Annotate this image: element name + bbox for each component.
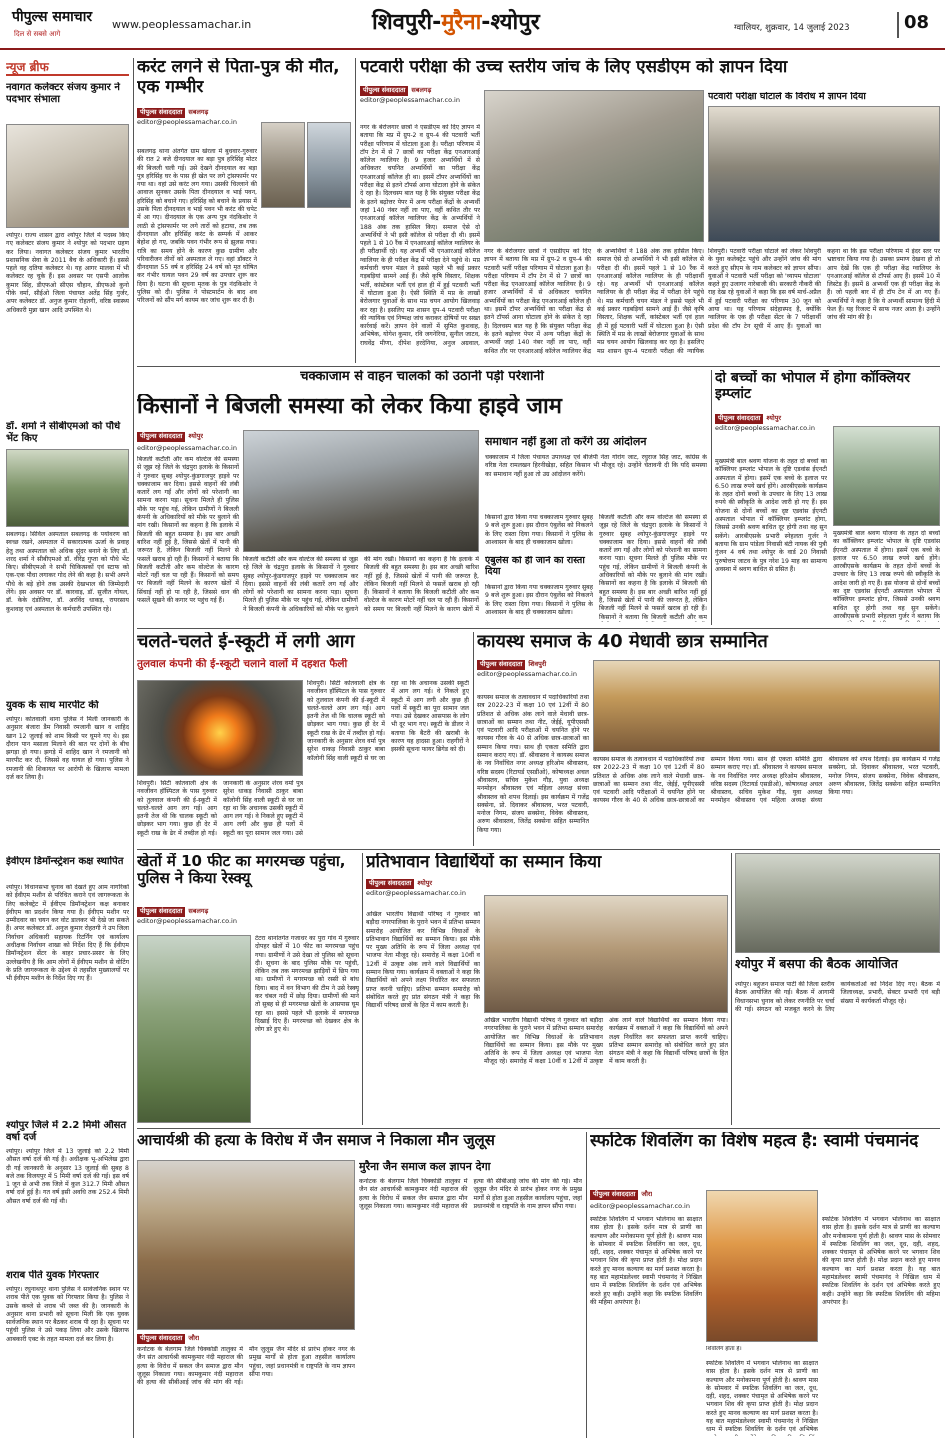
byline-email: editor@peoplessamachar.co.in (477, 669, 577, 678)
article-crocodile-rescue (137, 853, 359, 1125)
column-divider (362, 853, 363, 1125)
news-brief-column (6, 58, 129, 1438)
headline: कायस्थ समाज के 40 मेधावी छात्र सम्मानित (477, 632, 768, 652)
brief-text-2: सबलगढ़। सिविल अस्पताल सबलगढ़ के पर्यावरण को स्वच्छ रखने, अस्पताल में सकारात्मक ऊर्जा के प्रवाह हेतु तथा अस्पताल को अधिक सुंदर बनाने के लिए डॉ. शरद शर्मा ने सीबीएमओ डॉ. वीरेंद्र गुप्ता को पौधे भेंट किए। सीबीएमओ ने सभी चिकित्सकों एवं स्टाफ को एक-एक पौधा लगाकर गोद लेने की कहा है। सभी अपने पौधे के बड़े होने तक उसकी देखभाल की जिम्मेदारी लेंगे। इस अवसर पर डॉ. कारवाइ, डॉ. सुजीत गोयल, डॉ. केके दंडोतिया, डॉ. अरविंद धाकड़, रायरसाय कुशवाह एवं अस्पताल के कर्मचारी उपस्थित रहे। (6, 531, 129, 613)
article-kayastha-honour (477, 632, 940, 846)
article-electrocution (137, 58, 351, 363)
dateline: ग्वालियर, शुक्रवार, 14 जुलाई 2023 (734, 23, 850, 33)
subhead-ambulance: एंबुलेंस को ही जाने का रास्ता दिया (485, 556, 585, 577)
side-headline: पटवारी परीक्षा घोटाले के विरोध में ज्ञापन दिया (708, 92, 866, 102)
row-divider (137, 849, 940, 850)
article-students-honour (366, 853, 728, 1125)
burning-scooter-photo (137, 680, 303, 776)
brief-text-6: श्योपुर। रघुनाथपुर थाना पुलिस ने सार्वजनिक स्थान पर शराब पीते एक युवक को गिरफ्तार किया है। पुलिस ने उसके कब्जे से शराब भी जब्त की है। जानकारी के अनुसार थाना प्रभारी को सूचना मिली कि एक युवक सार्वजनिक स्थान पर बैठकर शराब पी रहा है। सूचना पर पहुंची पुलिस ने उसे पकड़ लिया और उसके खिलाफ आबकारी एक्ट के तहत मामला दर्ज कर लिया है। (6, 1286, 129, 1343)
article-text: श्योपुर। बहुजन समाज पार्टी की जिला स्तरीय बैठक आयोजित की गई। बैठक में आगामी विधानसभा चुनाव को लेकर रणनीति पर चर्चा की गई। संगठन को मजबूत करने के लिए कार्यकर्ताओं को निर्देश दिए गए। बैठक में जिलाध्यक्ष, प्रभारी, सेक्टर प्रभारी एवं बड़ी संख्या में कार्यकर्ता मौजूद रहे। (735, 981, 940, 1013)
article-text-cont: स्फटिक शिवलिंग में भगवान भोलेनाथ का साक्षात वास होता है। इसके दर्शन मात्र से प्राणी का कल्याण और मनोकामना पूर्ण होती है। श्रावण मास के सोमवार में स्फटिक शिवलिंग का जल, दूध, दही, शहद, शक्कर पंचामृत से अभिषेक करने पर भगवान शिव की कृपा प्राप्त होती है। मोक्ष प्रदान करते हुए मानव कल्याण का मार्ग प्रशस्त करता है। यह बात महामंडलेश्वर स्वामी पंचमानंद ने निखिल धाम में स्फटिक शिवलिंग के दर्शन एवं अभिषेक (706, 1360, 818, 1434)
brief-text-5: श्योपुर। श्योपुर जिले में 13 जुलाई को 2.2 मिमी औसत वर्षा दर्ज की गई है। अधीक्षक भू-अभिलेख द्वारा दी गई जानकारी के अनुसार 13 जुलाई की सुबह 8 बजे तक विजयपुर में 5 मिमी वर्षा दर्ज की गई। इस वर्ष 1 जून से अभी तक जिले में कुल 312.7 मिमी औसत वर्षा दर्ज हुई है। गत वर्ष इसी अवधि तक 252.4 मिमी औसत वर्षा दर्ज की गई थी। (6, 1148, 129, 1205)
byline: पीपुल्स संवाददाता शिवपुरी (477, 660, 940, 670)
children-photo (833, 426, 940, 526)
headline: श्योपुर में बसपा की बैठक आयोजित (735, 957, 898, 971)
row-divider (137, 628, 940, 629)
headline: पटवारी परीक्षा की उच्च स्तरीय जांच के लिए एसडीएम को ज्ञापन दिया (360, 58, 788, 77)
article-text-cont: कायस्थ समाज के तत्वावधान में पदाधिकारियों तथा सत्र 2022-23 में कक्षा 10 एवं 12वीं में 80 प्रतिशत से अधिक अंक लाने वाले मेधावी छात्र-छात्राओं का सम्मान तथा नीट, जेईई, यूपीएससी एवं पटवारी आदि परीक्षाओं में चयनित होने पर कायस्थ गौरव के 40 से अधिक छात्र-छात्राओं का सम्मान किया गया। साथ ही एकता समिति द्वारा सम्मान कराए गए। डॉ. श्रीवास्तव ने कायस्थ समाज के नव निर्वाचित नगर अध्यक्ष हरिओम श्रीवास्तव, वरिष्ठ सदस्य (रिटायर्ड एसडीओ), कोषाध्यक्ष अचल श्रीवास्तव, सचिव मुकेश गौड़, युवा अध्यक्ष मनमोहन श्रीवास्तव एवं महिला अध्यक्ष संध्या श्रीवास्तव को शपथ दिलाई। इस कार्यक्रम में गजेंद्र सक्सेना, प्रो. दिवाकर श्रीवास्तव, भरत पटवारी, मनोज निगम, संजय सक्सेना, विवेक श्रीवास्तव, अरुण श्रीवास्तव, जितेंद्र सक्सेना सहित सम्मानित किया गया। (593, 756, 940, 805)
side-crowd-photo (708, 106, 940, 242)
byline-email: editor@peoplessamachar.co.in (360, 95, 460, 104)
procession-photo (137, 1160, 355, 1330)
headline: स्फटिक शिवलिंग का विशेष महत्व है: स्वामी पंचमानंद (590, 1132, 919, 1151)
meeting-photo (735, 853, 940, 953)
brief-headline-6: शराब पीते युवक गिरफ्तार (6, 1270, 99, 1281)
brief-headline-1: नवागत कलेक्टर संजय कुमार ने पदभार संभाला (6, 82, 120, 105)
article-text: स्फटिक शिवलिंग में भगवान भोलेनाथ का साक्षात वास होता है। इसके दर्शन मात्र से प्राणी का कल्याण और मनोकामना पूर्ण होती है। श्रावण मास के सोमवार में स्फटिक शिवलिंग का जल, दूध, दही, शहद, शक्कर पंचामृत से अभिषेक करने पर भगवान शिव की कृपा प्राप्त होती है। मोक्ष प्रदान करते हुए मानव कल्याण का मार्ग प्रशस्त करता है। यह बात महामंडलेश्वर स्वामी पंचमानंद ने निखिल धाम में स्फटिक शिवलिंग के दर्शन एवं अभिषेक करते हुए कही। उन्होंने कहा कि स्फटिक शिवलिंग की महिमा अपरंपार है। (590, 1216, 702, 1306)
photo-caption: शिवलिंग होता है। (706, 1346, 742, 1352)
subheadline: मुरैना जैन समाज कल ज्ञापन देगा (359, 1160, 491, 1173)
byline: पीपुल्स संवाददाता श्योपुर (715, 414, 940, 424)
brief-headline-5: श्योपुर जिले में 2.2 मिमी औसत वर्षा दर्ज (6, 1120, 127, 1143)
article-text: शिवपुरी। सिटी कोतवाली क्षेत्र के नवजीवन हॉस्पिटल के पास गुरुवार को तुलवाल कंपनी की ई-स्कूटी में चलते-चलते आग लग गई। आग इतनी तेज थी कि चालक स्कूटी को छोड़कर भाग गया। कुछ ही देर में स्कूटी राख के ढेर में तब्दील हो गई। जानकारी के अनुसार शेरव वर्मा पुत्र सुरेश धाकड़ निवासी ठाकुर बाबा कॉलोनी सिंह वाली स्कूटी से घर जा रहा था कि अचानक उसकी स्कूटी में आग लग गई। वे निकले हुए स्कूटी में आग लगी और कुछ ही पलों में स्कूटी का पूरा सामान जल गया। उसे देखकर आसपास के लोग भी दूर भाग गए। स्कूटी के डीलर ने बताया कि बैटरी की खराबी के कारण यह हादसा हुआ। राहगीरों ने इसकी सूचना फायर ब्रिगेड को दी। (307, 680, 469, 762)
brief-headline-2: डॉ. शर्मा ने सीबीएमओ को पौधे भेंट किए (6, 421, 121, 444)
subheadline: तुलवाल कंपनी की ई-स्कूटी चलाने वालों में दहशत फैली (137, 658, 348, 670)
article-cochlear-implant (715, 370, 940, 625)
headline: करंट लगने से पिता-पुत्र की मौत, एक गम्भीर (137, 58, 340, 97)
headline: चलते-चलते ई-स्कूटी में लगी आग (137, 632, 355, 652)
article-text-cont: अखिल भारतीय विद्यार्थी परिषद ने गुरुवार को बड़ौदा नगरपालिका के पुराने भवन में प्रतिभा सम्मान समारोह आयोजित कर विभिन्न विधाओं के प्रतिभावान विद्यार्थियों का सम्मान किया। इस मौके पर मुख्य अतिथि के रूप में जिला अध्यक्ष एवं भाजपा नेता मौजूद रहे। समारोह में कक्षा 10वीं व 12वीं में उत्कृष्ट अंक लाने वाले विद्यार्थियों का सम्मान किया गया। कार्यक्रम में वक्ताओं ने कहा कि विद्यार्थियों को अपने लक्ष्य निर्धारित कर सफलता प्राप्त करनी चाहिए। प्रतिभा सम्मान समारोह को संबोधित करते हुए प्रांत संगठन मंत्री ने कहा कि विद्यार्थी परिषद छात्रों के हित में काम करती है। (484, 1017, 728, 1066)
subhead-text-2: किसानों द्वारा किया गया चक्काजाम गुरुवार सुबह 9 बजे शुरू हुआ। इस दौरान एंबुलेंस को निकलने के लिए रास्ता दिया गया। किसानों ने पुलिस के आश्वासन के बाद ही चक्काजाम खोला। (485, 514, 593, 546)
article-escooter-fire (137, 632, 469, 846)
byline: पीपुल्स संवाददाता श्योपुर (137, 432, 203, 442)
page-number: 08 (897, 12, 933, 38)
masthead (0, 0, 945, 50)
brief-headline-3: युवक के साथ मारपीट की (6, 700, 99, 711)
byline: पीपुल्स संवाददाता सबलगढ़ (360, 86, 940, 96)
crocodile-field-photo (137, 935, 251, 1123)
article-jain-procession (137, 1132, 582, 1438)
column-divider (586, 1132, 587, 1438)
article-text-side: बिजली कटौती और कम वोल्टेज की समस्या से जूझ रहे जिले के चंद्रपुरा इलाके के किसानों ने गुरुवार सुबह श्योपुर-कुंडगाजपुर हाइवे पर चक्काजाम कर दिया। इससे वाहनों की लंबी कतारें लग गईं और लोगों को परेशानी का सामना करना पड़ा। सूचना मिलते ही पुलिस मौके पर पहुंच गई, लेकिन ग्रामीणों ने बिजली कंपनी के अधिकारियों को मौके पर बुलाने की मांग रखी। किसानों का कहना है कि इलाके में बिजली की बहुत समस्या है। इस बार अच्छी बारिश नहीं हुई है, जिससे खेतों में पानी की जरूरत है, लेकिन बिजली नहीं मिलने से फसलें खराब हो रही हैं। किसानों ने बताया कि बिजली कटौती और कम (599, 514, 707, 621)
brief-text-4: श्योपुर। विधानसभा चुनाव को देखते हुए आम नागरिकों को ईवीएम मशीन से परिचित कराने एवं जागरूकता के लिए कलेक्ट्रेट में ईवीएम डिमॉन्स्ट्रेशन कक्ष बनाकर ईवीएम का प्रदर्शन किया गया है। ईवीएम मशीन पर उम्मीदवार का चयन कर वोट डालकर भी देखे जा सकते हैं। अपर कलेक्टर डॉ. अनुज कुमार रोहतगी ने उप जिला निर्वाचन अधिकारी सहायक रिटर्निंग एवं कार्यालय अधीक्षक निर्वाचन शाखा को निर्देश दिए हैं कि ईवीएम डिमॉन्स्ट्रेशन सेंटर के बाहर प्रचार-प्रसार के लिए उल्लेखनीय है कि आम लोगों में ईवीएम मशीन से वोटिंग के प्रति जागरूकता के उद्देश्य से तहसील मुख्यालयों पर भी ईवीएम मशीन के निर्देश दिए गए हैं। (6, 884, 129, 983)
plants-photo (6, 449, 129, 527)
article-text: सबलगढ़ थाना अंतर्गत ग्राम खेरला में बुधवार-गुरुवार की रात 2 बजे दीनदयाल का बड़ा पुत्र हरिसिंह मोटर की बिजली चली गई। उसे देखने दीनदयाल का बड़ा पुत्र हरिसिंह घर के पास ही खेत पर लगे ट्रांसफार्मर पर गया था। वहां उसे करंट लग गया। उसकी चिल्लाने की आवाज सुनकर उसके पिता दीनदयाल व भाई पवन, हरिसिंह को बचाने गए। हरिसिंह को बचाने के प्रयास में उसके पिता दीनदयाल व भाई पवन भी करंट की चपेट में आ गए। दीनदयाल के एक अन्य पुत्र नंदकिशोर ने लाठी से ट्रांसफार्मर पर लगे तारों को हटाया, तब तक दीनदयाल और हरिसिंह करंट के सम्पर्क में आकर बेहोश हो गए, जबकि पवन गंभीर रूप से झुलस गया। रात्रि का समय होने के कारण कुछ ग्रामीण और परिवारीजन तीनों को अस्पताल ले गए। वहां डॉक्टर ने दीनदयाल 55 वर्ष व हरिसिंह 24 वर्ष को मृत घोषित कर गंभीर घायल पवन 29 वर्ष का उपचार शुरू कर दिया है। घटना की सूचना मृतक के पुत्र नंदकिशोर ने पुलिस को दी। पुलिस ने पोस्टमार्टम के बाद शव परिजनों को सौंप मर्ग कायम कर जांच शुरू कर दी है। (137, 148, 257, 305)
article-sphatik-shivling (590, 1132, 940, 1438)
subhead-text: चक्काजाम में जिला पंचायत उपाध्यक्ष एवं बीजेपी नेता गोरांग जाट, रघुराज सिंह जाट, कांग्रेस के वरिष्ठ नेता रामलखन हिरनीखेड़ा, सहित किसान भी मौजूद रहे। उन्होंने चेतावनी दी कि यदि समस्या का समाधान नहीं हुआ तो उग्र आंदोलन करेंगे। (485, 454, 707, 478)
byline: पीपुल्स संवाददाता जौरा (590, 1190, 652, 1200)
article-bsp-meeting (735, 853, 940, 1125)
article-text: कायस्थ समाज के तत्वावधान में पदाधिकारियों तथा सत्र 2022-23 में कक्षा 10 एवं 12वीं में 80 प्रतिशत से अधिक अंक लाने वाले मेधावी छात्र-छात्राओं का सम्मान तथा नीट, जेईई, यूपीएससी एवं पटवारी आदि परीक्षाओं में चयनित होने पर कायस्थ गौरव के 40 से अधिक छात्र-छात्राओं का सम्मान किया गया। साथ ही एकता समिति द्वारा सम्मान कराए गए। डॉ. श्रीवास्तव ने कायस्थ समाज के नव निर्वाचित नगर अध्यक्ष हरिओम श्रीवास्तव, वरिष्ठ सदस्य (रिटायर्ड एसडीओ), कोषाध्यक्ष अचल श्रीवास्तव, सचिव मुकेश गौड़, युवा अध्यक्ष मनमोहन श्रीवास्तव एवं महिला अध्यक्ष संध्या श्रीवास्तव को शपथ दिलाई। इस कार्यक्रम में गजेंद्र सक्सेना, प्रो. दिवाकर श्रीवास्तव, भरत पटवारी, मनोज निगम, संजय सक्सेना, विवेक श्रीवास्तव, अरुण श्रीवास्तव, जितेंद्र सक्सेना सहित सम्मानित किया गया। (477, 694, 589, 834)
brief-headline-4: ईवीएम डिमॉन्स्ट्रेशन कक्ष स्थापित (6, 856, 124, 867)
article-text: अखिल भारतीय विद्यार्थी परिषद ने गुरुवार को बड़ौदा नगरपालिका के पुराने भवन में प्रतिभा सम्मान समारोह आयोजित कर विभिन्न विधाओं के प्रतिभावान विद्यार्थियों का सम्मान किया। इस मौके पर मुख्य अतिथि के रूप में जिला अध्यक्ष एवं भाजपा नेता मौजूद रहे। समारोह में कक्षा 10वीं व 12वीं में उत्कृष्ट अंक लाने वाले विद्यार्थियों का सम्मान किया गया। कार्यक्रम में वक्ताओं ने कहा कि विद्यार्थियों को अपने लक्ष्य निर्धारित कर सफलता प्राप्त करनी चाहिए। प्रतिभा सम्मान समारोह को संबोधित करते हुए प्रांत संगठन मंत्री ने कहा कि विद्यार्थी परिषद छात्रों के हित में काम करती है। (366, 911, 480, 1010)
swami-photo (706, 1190, 818, 1342)
byline: पीपुल्स संवाददाता सबलगढ़ (137, 108, 351, 118)
ceremony-photo (593, 660, 940, 752)
brand-name: पीपुल्स समाचार (12, 9, 93, 25)
byline-email: editor@peoplessamachar.co.in (137, 117, 237, 126)
kicker: चक्काजाम से वाहन चालकों को उठानी पड़ी परेशानी (300, 370, 544, 384)
byline: पीपुल्स संवाददाता जौरा (137, 1334, 199, 1344)
section-sheopur: श्योपुर (490, 10, 540, 35)
headline: दो बच्चों का भोपाल में होगा कॉक्लियर इम्प्लांट (715, 370, 910, 403)
victim-photo-father (261, 122, 305, 208)
news-brief-heading: न्यूज ब्रीफ (6, 58, 129, 76)
article-text: मुख्यमंत्री बाल श्रवण योजना के तहत दो बच्चों का कॉक्लियर इम्प्लांट भोपाल के दृष्टि एडवांस ईएनटी अस्पताल में होगा। इसमें एक बच्चे के इलाज पर 6.50 लाख रुपये खर्च होंगे। आरबीएसके कार्यक्रम के तहत दोनों बच्चों के उपचार के लिए 13 लाख रुपये की स्वीकृति के आदेश जारी हो गए हैं। इस योजना से दोनों बच्चों का दृष्ट एडवांस ईएनटी अस्पताल भोपाल में कॉक्लियर इम्प्लांट होगा, जिससे उनकी श्रवण बाधित दूर होगी तथा वह सुन सकेंगे। आरबीएसके प्रभारी स्नेहलता गुर्जर ने बताया कि ग्राम पांडेला निवासी बंटी नायक की पुत्री गुंजन 4 वर्ष तथा श्योपुर के वार्ड 20 निवासी पुरुषोत्तम जाटव के पुत्र नरेश 19 माह का सामान्य अवस्था में श्रवण बाधित से ग्रसित हैं। (715, 458, 827, 573)
article-text: नगर के बेरोजगार छात्रों ने एसडीएम को दिए ज्ञापन में बताया कि मप्र में ग्रुप-2 व ग्रुप-4 की पटवारी भर्ती परीक्षा परिणाम में घोटाला हुआ है। परीक्षा परिणाम में टॉप टेन में से 7 छात्रों का परीक्षा केंद्र एनआरआई कॉलेज ग्वालियर है। 9 हजार अभ्यर्थियों में से अधिकतर चयनित अभ्यर्थियों का परीक्षा केंद्र एनआरआई कॉलेज ही था। इसमें टॉपर अभ्यर्थियों का परीक्षा केंद्र से इतने टॉपर्स आना घोटाला होने के संकेत दे रहा है। दिलचस्प बात यह है कि संयुक्त परीक्षा केंद्र के इतने बढ़ोत्तर पेपर में अन्य परीक्षा केंद्रों के अभ्यर्थी जहां 140 नंबर नहीं ला पाए, वहीं कथित तौर पर एनआरआई कॉलेज ग्वालियर केंद्र के अभ्यर्थियों ने 188 अंक तक हासिल किए। समाज ऐसे दो अभ्यर्थियों ने भी इसी कॉलेज से परीक्षा दी थी। इसमें पहले 1 से 10 रैंक में एनआरआई कॉलेज ग्वालियर के ही परीक्षार्थी रहे। यह अभ्यर्थी भी एनआरआई कॉलेज ग्वालियर के ही परीक्षा केंद्र में परीक्षा देने पहुंचे थे। मप्र कर्मचारी चयन मंडल ने इससे पहले भी कई प्रकार गड़बड़ियां सामने आई हैं। जैसे कृषि विस्तार, शिक्षक भर्ती, कांस्टेबल भर्ती एवं हाल ही में हुई पटवारी भर्ती में घोटाला हुआ है। ऐसी स्थिति में मप्र के लाखों बेरोजगार युवाओं के साथ मप्र चयन आयोग खिलवाड़ कर रहा है। इसलिए मप्र शासन ग्रुप-4 पटवारी परीक्षा की न्यायिक एवं निष्पक्ष जांच कराकर दोषियों पर सख्त कार्रवाई करें। ज्ञापन देने वालों में सुमित कुशवाह, अभिषेक, योगेश कुमार, रवि जगनेरिया, सुनील जाटव, राघवेंद्र मीणा, दीपेश हरदेनिया, अनुज अग्रवाल, (360, 124, 480, 347)
subhead-agitation: समाधान नहीं हुआ तो करेंगे उग्र आंदोलन (485, 436, 647, 448)
byline-email: editor@peoplessamachar.co.in (366, 888, 466, 897)
headline: आचार्यश्री की हत्या के विरोध में जैन समाज ने निकाला मौन जुलूस (137, 1132, 495, 1149)
brand-tagline: दिल से सबसे आगे (14, 30, 61, 38)
article-patwari-exam (360, 58, 940, 363)
ambulance-text: किसानों द्वारा किया गया चक्काजाम गुरुवार सुबह 9 बजे शुरू हुआ। इस दौरान एंबुलेंस को निकलने के लिए रास्ता दिया गया। किसानों ने पुलिस के आश्वासन के बाद ही चक्काजाम खोला। (485, 584, 593, 616)
highway-jam-photo (243, 430, 479, 552)
byline-email: editor@peoplessamachar.co.in (137, 444, 237, 452)
brief-text-3: श्योपुर। कोतवाली थाना पुलिस ने मिली जानकारी के अनुसार बंजारा डैम निवासी रमजानी खान व शाहिद खान 12 जुलाई को शाम किसी पर घूमने गए थे। इस दौरान पान मसाला मिलाने की बात पर दोनों के बीच झगड़ा हो गया। झगड़े में शाहिद खान ने रमजानी को मारपीट कर दी, जिससे वह घायल हो गया। पुलिस ने रमजानी की शिकायत पर आरोपी के खिलाफ मामला दर्ज कर लिया है। (6, 716, 129, 782)
column-divider (133, 58, 134, 1438)
article-text: टेंटरा थानांतर्गत गजाधर का पुरा गांव में गुरुवार दोपहर खेतों में 10 फीट का मगरमच्छ पहुंच गया। ग्रामीणों ने उसे देखा तो पुलिस को सूचना दी। सूचना के बाद पुलिस मौके पर पहुंची, लेकिन तब तक मगरमच्छ झाड़ियों में छिप गया था। ग्रामीणों ने मगरमच्छ को रस्सी से बांध दिया। बाद में वन विभाग की टीम ने उसे रेस्क्यू कर चंबल नदी में छोड़ दिया। ग्रामीणों की माने तो सुबह से ही मगरमच्छ खेतों के आसपास घूम रहा था। इससे पहले भी इलाके में मगरमच्छ दिखाई दिए हैं। मगरमच्छ को देखकर क्षेत्र के लोग डरे हुए थे। (255, 935, 359, 1034)
article-text: कर्नाटक के बेलगाम जिले चिक्कोडी तालुका में जैन संत आचार्यश्री कामकुमार नंदी महाराज की हत्या के विरोध में सकल जैन समाज द्वारा मौन जुलूस निकाला गया। कामकुमार नंदी महाराज की हत्या की सीबीआई जांच की मांग की गई। मौन जुलूस जैन मंदिर से प्रारंभ होकर नगर के प्रमुख मार्गों से होता हुआ तहसील कार्यालय पहुंचा, जहां प्रधानमंत्री व राष्ट्रपति के नाम ज्ञापन सौंपा गया। (137, 1346, 355, 1387)
section-title: शिवपुरी-मुरैना-श्योपुर (372, 10, 540, 35)
article-text-cont: शिवपुरी। सिटी कोतवाली क्षेत्र के नवजीवन हॉस्पिटल के पास गुरुवार को तुलवाल कंपनी की ई-स्कूटी में चलते-चलते आग लग गई। आग इतनी तेज थी कि चालक स्कूटी को छोड़कर भाग गया। कुछ ही देर में स्कूटी राख के ढेर में तब्दील हो गई। जानकारी के अनुसार शेरव वर्मा पुत्र सुरेश धाकड़ निवासी ठाकुर बाबा कॉलोनी सिंह वाली स्कूटी से घर जा रहा था कि अचानक उसकी स्कूटी में आग लग गई। वे निकले हुए स्कूटी में आग लगी और कुछ ही पलों में स्कूटी का पूरा सामान जल गया। उसे (137, 780, 303, 837)
headline: प्रतिभावान विद्यार्थियों का सम्मान किया (366, 853, 602, 872)
headline: किसानों ने बिजली समस्या को लेकर किया हाइवे जाम (137, 394, 562, 419)
collector-photo (6, 124, 129, 228)
article-farmers-jam (137, 370, 707, 625)
section-morena: मुरैना (441, 10, 482, 35)
article-text-cont: बिजली कटौती और कम वोल्टेज की समस्या से जूझ रहे जिले के चंद्रपुरा इलाके के किसानों ने गुरुवार सुबह श्योपुर-कुंडगाजपुर हाइवे पर चक्काजाम कर दिया। इससे वाहनों की लंबी कतारें लग गईं और लोगों को परेशानी का सामना करना पड़ा। सूचना मिलते ही पुलिस मौके पर पहुंच गई, लेकिन ग्रामीणों ने बिजली कंपनी के अधिकारियों को मौके पर बुलाने की मांग रखी। किसानों का कहना है कि इलाके में बिजली की बहुत समस्या है। इस बार अच्छी बारिश नहीं हुई है, जिससे खेतों में पानी की जरूरत है, लेकिन बिजली नहीं मिलने से फसलें खराब हो रही हैं। किसानों ने बताया कि बिजली कटौती और कम वोल्टेज के कारण मोटरें नहीं चल पा रही हैं। किसानों को समय पर बिजली नहीं मिलने के कारण खेतों में (243, 556, 479, 613)
students-hall-photo (484, 895, 728, 1013)
byline: पीपुल्स संवाददाता श्योपुर (366, 879, 728, 889)
column-divider (731, 853, 732, 1125)
row-divider (137, 366, 940, 367)
victim-photo-son (307, 122, 351, 208)
headline: खेतों में 10 फीट का मगरमच्छ पहुंचा, पुलिस ने किया रेस्क्यू (137, 853, 346, 888)
column-divider (473, 632, 474, 846)
article-text-side: स्फटिक शिवलिंग में भगवान भोलेनाथ का साक्षात वास होता है। इसके दर्शन मात्र से प्राणी का कल्याण और मनोकामना पूर्ण होती है। श्रावण मास के सोमवार में स्फटिक शिवलिंग का जल, दूध, दही, शहद, शक्कर पंचामृत से अभिषेक करने पर भगवान शिव की कृपा प्राप्त होती है। मोक्ष प्रदान करते हुए मानव कल्याण का मार्ग प्रशस्त करता है। यह बात महामंडलेश्वर स्वामी पंचमानंद ने निखिल धाम में स्फटिक शिवलिंग के दर्शन एवं अभिषेक करते हुए कही। उन्होंने कहा कि स्फटिक शिवलिंग की महिमा अपरंपार है। (822, 1216, 940, 1306)
protest-memo-photo (484, 90, 704, 242)
byline-email: editor@peoplessamachar.co.in (137, 916, 237, 925)
section-shivpuri: शिवपुरी (372, 10, 433, 35)
article-text-cont: नगर के बेरोजगार छात्रों ने एसडीएम को दिए ज्ञापन में बताया कि मप्र में ग्रुप-2 व ग्रुप-4 की पटवारी भर्ती परीक्षा परिणाम में घोटाला हुआ है। परीक्षा परिणाम में टॉप टेन में से 7 छात्रों का परीक्षा केंद्र एनआरआई कॉलेज ग्वालियर है। 9 हजार अभ्यर्थियों में से अधिकतर चयनित अभ्यर्थियों का परीक्षा केंद्र एनआरआई कॉलेज ही था। इसमें टॉपर अभ्यर्थियों का परीक्षा केंद्र से इतने टॉपर्स आना घोटाला होने के संकेत दे रहा है। दिलचस्प बात यह है कि संयुक्त परीक्षा केंद्र के इतने बढ़ोत्तर पेपर में अन्य परीक्षा केंद्रों के अभ्यर्थी जहां 140 नंबर नहीं ला पाए, वहीं कथित तौर पर एनआरआई कॉलेज ग्वालियर केंद्र के अभ्यर्थियों ने 188 अंक तक हासिल किए। समाज ऐसे दो अभ्यर्थियों ने भी इसी कॉलेज से परीक्षा दी थी। इसमें पहले 1 से 10 रैंक में एनआरआई कॉलेज ग्वालियर के ही परीक्षार्थी रहे। यह अभ्यर्थी भी एनआरआई कॉलेज ग्वालियर के ही परीक्षा केंद्र में परीक्षा देने पहुंचे थे। मप्र कर्मचारी चयन मंडल ने इससे पहले भी कई प्रकार गड़बड़ियां सामने आई हैं। जैसे कृषि विस्तार, शिक्षक भर्ती, कांस्टेबल भर्ती एवं हाल ही में हुई पटवारी भर्ती में घोटाला हुआ है। ऐसी स्थिति में मप्र के लाखों बेरोजगार युवाओं के साथ मप्र चयन आयोग खिलवाड़ कर रहा है। इसलिए मप्र शासन ग्रुप-4 पटवारी परीक्षा की न्यायिक (484, 248, 704, 355)
column-divider (355, 58, 356, 363)
row-divider (137, 1128, 940, 1129)
website-url[interactable]: www.peoplessamachar.in (112, 18, 252, 31)
byline-email: editor@peoplessamachar.co.in (715, 423, 815, 432)
brand-logo (12, 6, 108, 30)
brief-text-1: श्योपुर। राज्य शासन द्वारा श्योपुर जिले में पदस्थ किए गए कलेक्टर संजय कुमार ने श्योपुर को पदभार ग्रहण कर लिया। नवागत कलेक्टर संजय कुमार भारतीय प्रशासनिक सेवा के 2011 बैच के अधिकारी हैं। इससे पहले वह दतिया कलेक्टर थे। यह आगर मालवा में भी कलेक्टर रह चुके हैं। इस अवसर पर एसपी आलोक कुमार सिंह, डीएफओ सीएस चौहान, डीएफओ कुनो पीके वर्मा, सीईओ जिला पंचायत अतेंद्र सिंह गुर्जर, अपर कलेक्टर डॉ. अनुज कुमार रोहतगी, वरिष्ठ स्वास्थ्य अधिकारी मुन्ना खान आदि उपस्थित थे। (6, 232, 129, 314)
byline: पीपुल्स संवाददाता सबलगढ़ (137, 907, 359, 917)
article-text-cont: कर्नाटक के बेलगाम जिले चिक्कोडी तालुका में जैन संत आचार्यश्री कामकुमार नंदी महाराज की हत्या के विरोध में सकल जैन समाज द्वारा मौन जुलूस निकाला गया। कामकुमार नंदी महाराज की हत्या की सीबीआई जांच की मांग की गई। मौन जुलूस जैन मंदिर से प्रारंभ होकर नगर के प्रमुख मार्गों से होता हुआ तहसील कार्यालय पहुंचा, जहां प्रधानमंत्री व राष्ट्रपति के नाम ज्ञापन सौंपा गया। (359, 1178, 582, 1210)
side-text: शिवपुरी। पटवारी परीक्षा घोटाले को लेकर शिवपुरी के युवा कलेक्ट्रेट पहुंचे और उन्होंने जांच की मांग करते हुए सीएम के नाम कलेक्टर को ज्ञापन सौंपा। युवाओं ने पटवारी भर्ती परीक्षा को 'व्यापम घोटाला' कहते हुए उजागर नारेबाजी की। सरकारी नौकरी की राह देख रहे युवाओं ने कहा कि इस वर्ष मार्च-अप्रैल में हुई पटवारी परीक्षा का परिणाम 30 जून को आया था। यह परिणाम संदेहास्पद है, क्योंकि ग्वालियर के एक ही परीक्षा सेंटर के 7 परीक्षार्थी प्रदेश की टॉप टेन सूची में आए हैं। युवाओं का कहना था कि इस परीक्षा परिणाम में इंदर स्तर पर भ्रष्टाचार किया गया है। उसका प्रमाण देखना हो तो आप देखें कि एक ही परीक्षा केंद्र ग्वालियर के एनआरआई कॉलेज से टॉपर्स आए हैं। इसमें 10 में लिस्टेड हैं। इसमें 8 अभ्यर्थी एक ही परीक्षा केंद्र के हैं। जो पहली बार में ही टॉप टेन में आ गए हैं। अभ्यर्थियों ने कहा है कि ये अभ्यर्थी सामान्य हिंदी में फेल हैं। यह रिजल्ट में साफ नजर आता है। उन्होंने जांच की मांग की है। (708, 248, 940, 330)
byline-email: editor@peoplessamachar.co.in (590, 1202, 690, 1210)
article-text: बिजली कटौती और कम वोल्टेज की समस्या से जूझ रहे जिले के चंद्रपुरा इलाके के किसानों ने गुरुवार सुबह श्योपुर-कुंडगाजपुर हाइवे पर चक्काजाम कर दिया। इससे वाहनों की लंबी कतारें लग गईं और लोगों को परेशानी का सामना करना पड़ा। सूचना मिलते ही पुलिस मौके पर पहुंच गई, लेकिन ग्रामीणों ने बिजली कंपनी के अधिकारियों को मौके पर बुलाने की मांग रखी। किसानों का कहना है कि इलाके में बिजली की बहुत समस्या है। इस बार अच्छी बारिश नहीं हुई है, जिससे खेतों में पानी की जरूरत है, लेकिन बिजली नहीं मिलने से फसलें खराब हो रही हैं। किसानों ने बताया कि बिजली कटौती और कम वोल्टेज के कारण मोटरें नहीं चल पा रही हैं। किसानों को समय पर बिजली नहीं मिलने के कारण खेतों में सिंचाई नहीं हो पा रही है, जिससे धान की फसलें सूखने की कगार पर पहुंच गई हैं। (137, 456, 239, 605)
article-text-cont: मुख्यमंत्री बाल श्रवण योजना के तहत दो बच्चों का कॉक्लियर इम्प्लांट भोपाल के दृष्टि एडवांस ईएनटी अस्पताल में होगा। इसमें एक बच्चे के इलाज पर 6.50 लाख रुपये खर्च होंगे। आरबीएसके कार्यक्रम के तहत दोनों बच्चों के उपचार के लिए 13 लाख रुपये की स्वीकृति के आदेश जारी हो गए हैं। इस योजना से दोनों बच्चों का दृष्ट एडवांस ईएनटी अस्पताल भोपाल में कॉक्लियर इम्प्लांट होगा, जिससे उनकी श्रवण बाधित दूर होगी तथा वह सुन सकेंगे। आरबीएसके प्रभारी स्नेहलता गुर्जर ने बताया कि (833, 530, 940, 620)
column-divider (711, 370, 712, 625)
